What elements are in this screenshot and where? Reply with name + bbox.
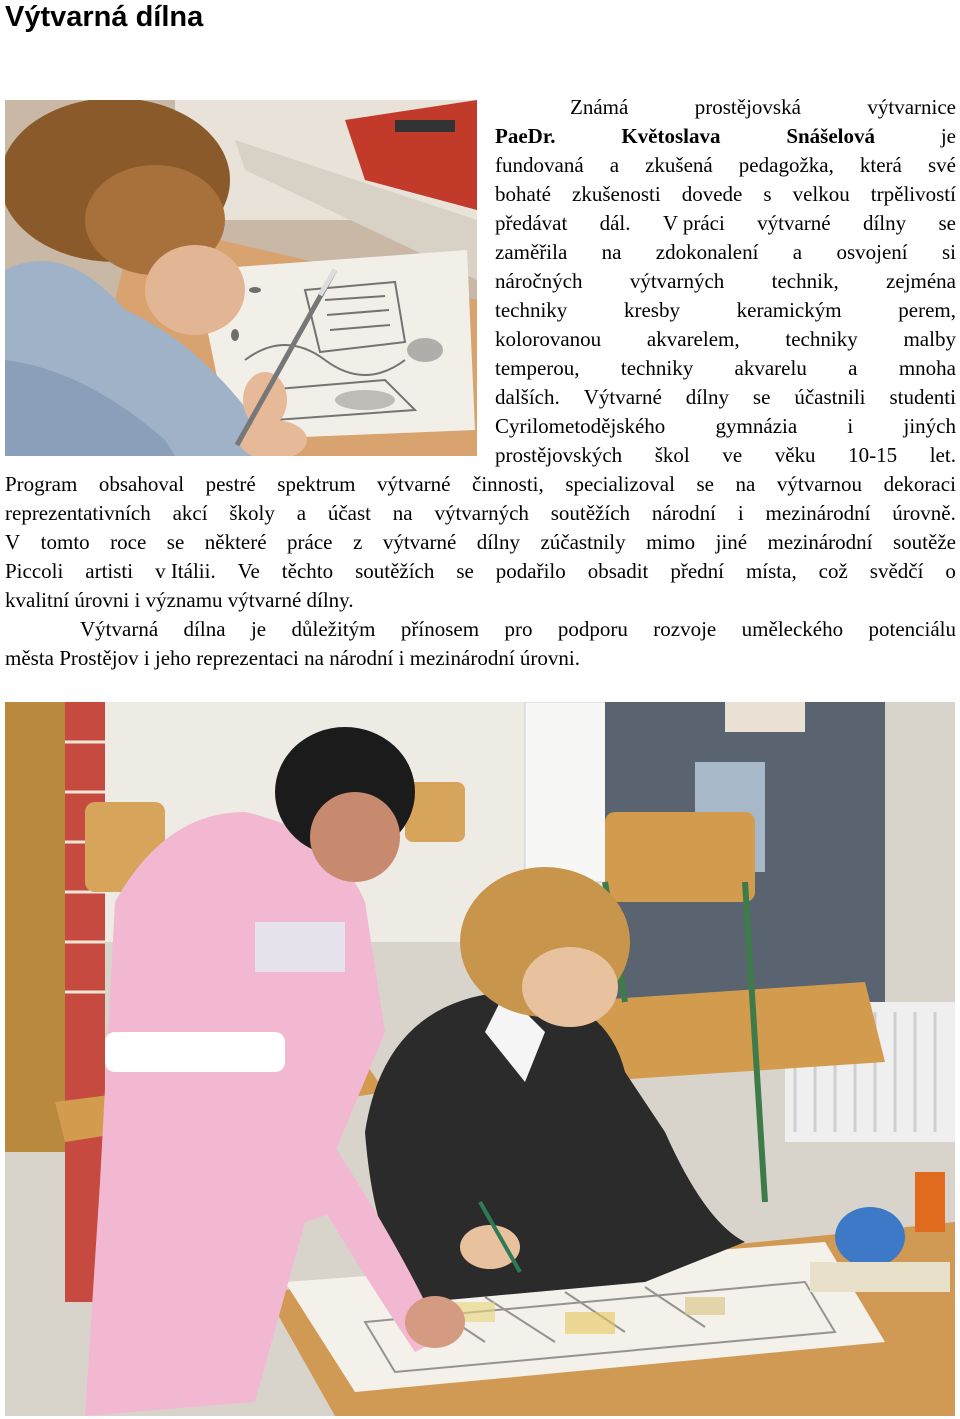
text-line: předávat dál. V práci výtvarné dílny se [495,211,956,235]
text-line: techniky kresby keramickým perem, [495,298,956,322]
text-line: reprezentativních akcí školy a účast na výtvarných soutěžích národní i mezinárodní úrovně. [5,501,956,525]
photo-student-drawing [5,100,477,456]
text-line: zaměřila na zdokonalení a osvojení si [495,240,956,264]
text-line: temperou, techniky akvarelu a mnoha [495,356,956,380]
text-line: Známá prostějovská výtvarnice [570,95,956,119]
text-line: dalších. Výtvarné dílny se účastnili studenti [495,385,956,409]
text-line: kvalitní úrovni i významu výtvarné dílny. [5,588,354,612]
text-line: města Prostějov i jeho reprezentaci na národní i mezinárodní úrovni. [5,646,580,670]
text-line: prostějovských škol ve věku 10-15 let. [495,443,956,467]
photo-teacher-and-student [5,702,955,1416]
text-line: Program obsahoval pestré spektrum výtvarné činnosti, specializoval se na výtvarnou dekoraci [5,472,956,496]
text-line: bohaté zkušenosti dovede s velkou trpělivostí [495,182,956,206]
text-line: náročných výtvarných technik, zejména [495,269,956,293]
text-line: Výtvarná dílna je důležitým přínosem pro podporu rozvoje uměleckého potenciálu [80,617,956,641]
text-line: Cyrilometodějského gymnázia i jiných [495,414,956,438]
text-line: fundovaná a zkušená pedagožka, která své [495,153,956,177]
text-line: V tomto roce se některé práce z výtvarné dílny zúčastnily mimo jiné mezinárodní soutěže [5,530,956,554]
author-name: PaeDr. [495,124,556,148]
text-line: Piccoli artisti v Itálii. Ve těchto soutěžích se podařilo obsadit přední místa, což svědčí o [5,559,956,583]
text-line: PaeDr. Květoslava Snášelová je [495,122,956,151]
page-title: Výtvarná dílna [5,1,204,33]
text-line: kolorovanou akvarelem, techniky malby [495,327,956,351]
